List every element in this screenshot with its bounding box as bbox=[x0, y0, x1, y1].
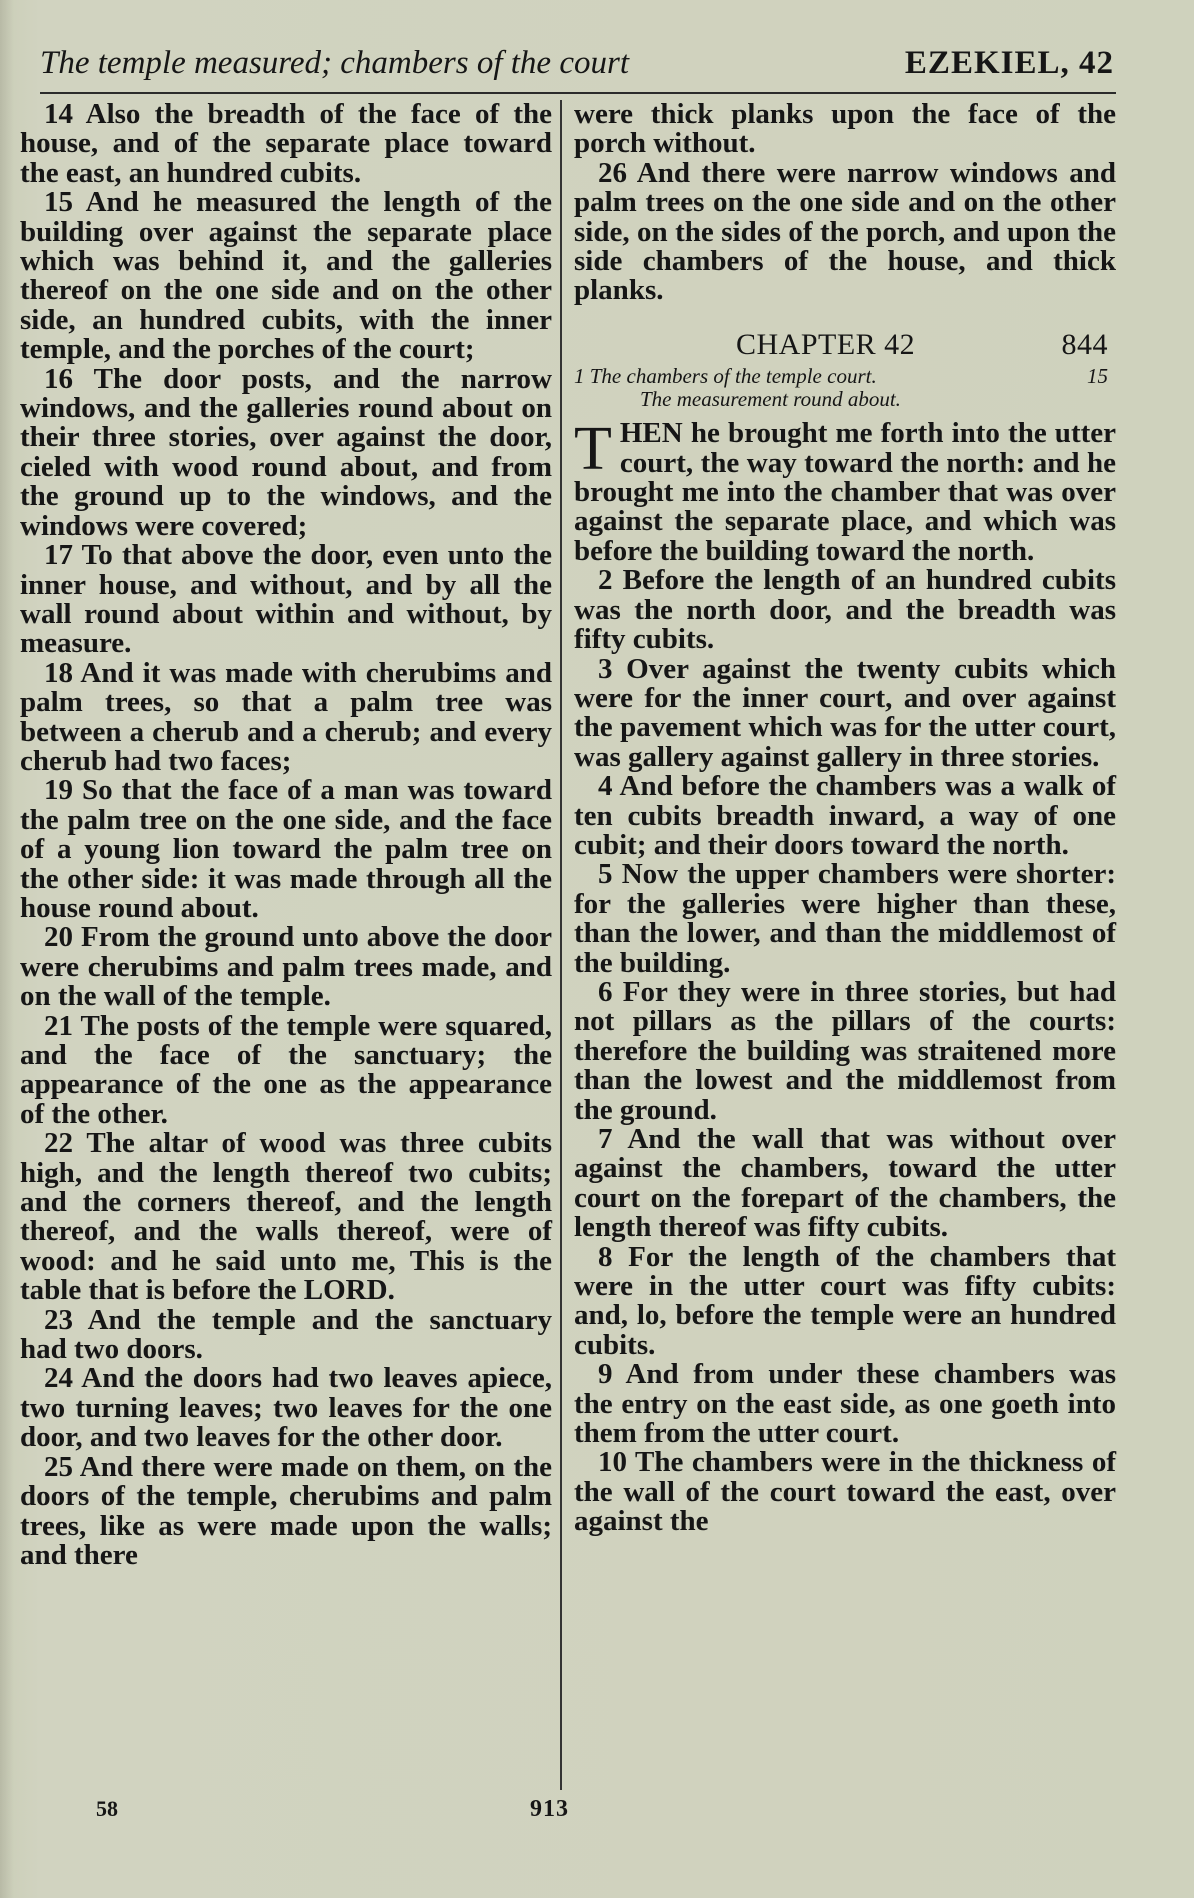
verse-21: 21 The posts of the temple were squared, and the face of the sanctuary; the appearance of the one as the appearance of the other. bbox=[20, 1009, 552, 1130]
verse-18: 18 And it was made with cherubims and palm trees, so that a palm tree was between a cherub and a cherub; and every cherub had two faces; bbox=[20, 656, 552, 777]
verse-25: 25 And there were made on them, on the doors of the temple, cherubims and palm trees, like as were made upon the walls; and there bbox=[20, 1450, 552, 1571]
footer-left-number: 58 bbox=[96, 1796, 118, 1821]
chapter-summary bbox=[574, 365, 1116, 411]
page-header bbox=[40, 40, 1114, 82]
verse-24: 24 And the doors had two leaves apiece, two turning leaves; two leaves for the one door, and two leaves for the other door. bbox=[20, 1362, 552, 1454]
verse-15: 15 And he measured the length of the building over against the separate place which was behind it, and the galleries thereof on the one side and on the other side, an hundred cubits, with the inner temple, and the porches of the court; bbox=[20, 186, 552, 366]
chapter-heading bbox=[574, 327, 1116, 361]
verse-25-continuation: were thick planks upon the face of the porch without. bbox=[574, 98, 1116, 160]
verse-20: 20 From the ground unto above the door were cherubims and palm trees made, and on the wall of the temple. bbox=[20, 921, 552, 1013]
verse-16: 16 The door posts, and the narrow windows, and the galleries round about on their three stories, over against the door, cieled with wood round about, and from the ground up to the windows, and the windows were covered; bbox=[20, 362, 552, 542]
header-rule bbox=[40, 92, 1116, 94]
summary-verse-number: 15 bbox=[1087, 364, 1108, 389]
verse-22: 22 The altar of wood was three cubits high, and the length thereof two cubits; and the corners thereof, and the length thereof, and the walls thereof, were of wood: and he said unto me, This is the table that is before the LORD. bbox=[20, 1127, 552, 1307]
verse-3: 3 Over against the twenty cubits which were for the inner court, and over against the pavement which was for the utter court, was gallery against gallery in three stories. bbox=[574, 652, 1116, 773]
verse-17: 17 To that above the door, even unto the inner house, and without, and by all the wall round about within and without, by measure. bbox=[20, 539, 552, 660]
verse-10: 10 The chambers were in the thickness of the wall of the court toward the east, over against the bbox=[574, 1446, 1116, 1538]
verse-5: 5 Now the upper chambers were shorter: for the galleries were higher than these, than the lower, and than the middlemost of the building. bbox=[574, 858, 1116, 979]
verse-4: 4 And before the chambers was a walk of ten cubits breadth inward, a way of one cubit; and their doors toward the north. bbox=[574, 770, 1116, 861]
verse-9: 9 And from under these chambers was the entry on the east side, as one goeth into them from the utter court. bbox=[574, 1358, 1116, 1450]
verse-2: 2 Before the length of an hundred cubits was the north door, and the breadth was fifty cubits. bbox=[574, 564, 1116, 656]
book-chapter-reference: EZEKIEL, 42 bbox=[904, 45, 1114, 81]
drop-cap: T bbox=[574, 415, 612, 484]
column-divider bbox=[560, 100, 562, 1790]
verse-26: 26 And there were narrow windows and palm trees on the one side and on the other side, on the sides of the porch, and upon the side chambers of the house, and thick planks. bbox=[574, 156, 1116, 307]
summary-line-2: The measurement round about. bbox=[640, 387, 901, 412]
verse-14: 14 Also the breadth of the face of the house, and of the separate place toward the east, an hundred cubits. bbox=[20, 98, 552, 189]
page-number: 913 bbox=[530, 1796, 569, 1822]
left-column bbox=[20, 100, 552, 1570]
verse-23: 23 And the temple and the sanctuary had two doors. bbox=[20, 1303, 552, 1366]
verse-8: 8 For the length of the chambers that were in the utter court was fifty cubits: and, lo, before the temple were an hundred cubits. bbox=[574, 1240, 1116, 1361]
verse-6: 6 For they were in three stories, but had not pillars as the pillars of the courts: therefore the building was straitened more than the lowest and the middlemost from the ground. bbox=[574, 975, 1116, 1126]
chapter-title: CHAPTER 42 bbox=[736, 327, 916, 361]
verse-1-text: HEN he brought me forth into the utter court, the way toward the north: and he brought me into the chamber that was over against the separate place, and which was before the building toward the north. bbox=[574, 417, 1116, 567]
summary-line-1: 1 The chambers of the temple court. bbox=[574, 364, 877, 389]
running-title: The temple measured; chambers of the court bbox=[40, 45, 629, 81]
verse-19: 19 So that the face of a man was toward the palm tree on the one side, and the face of a young lion toward the palm tree on the other side: it was made through all the house round about. bbox=[20, 774, 552, 924]
right-column bbox=[574, 100, 1116, 1537]
verse-7: 7 And the wall that was without over against the chambers, toward the utter court on the forepart of the chambers, the length thereof was fifty cubits. bbox=[574, 1123, 1116, 1244]
verse-1 bbox=[574, 415, 1116, 567]
chapter-reference-number: 844 bbox=[1061, 327, 1108, 361]
